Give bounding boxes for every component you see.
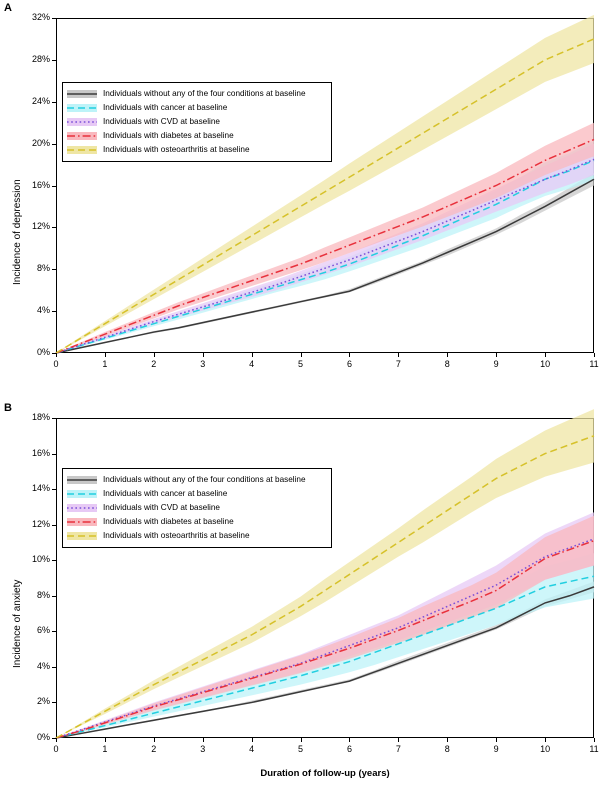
y-tick-label: 8% bbox=[36, 589, 50, 600]
x-tick-mark bbox=[56, 353, 57, 357]
x-tick-label: 5 bbox=[298, 744, 304, 754]
y-tick-label: 2% bbox=[36, 696, 50, 707]
x-tick-label: 0 bbox=[53, 744, 59, 754]
panel-a-legend bbox=[62, 82, 332, 162]
x-tick-label: 2 bbox=[151, 359, 157, 369]
x-tick-mark bbox=[203, 738, 204, 742]
x-tick-label: 6 bbox=[346, 359, 352, 369]
x-tick-mark bbox=[105, 738, 106, 742]
x-tick-mark bbox=[252, 738, 253, 742]
x-tick-mark bbox=[594, 353, 595, 357]
y-tick-mark bbox=[52, 702, 56, 703]
x-tick-mark bbox=[447, 353, 448, 357]
legend-item bbox=[67, 101, 325, 115]
x-tick-label: 5 bbox=[298, 359, 304, 369]
x-tick-mark bbox=[56, 738, 57, 742]
legend-label: Individuals with cancer at baseline bbox=[103, 103, 228, 112]
x-tick-label: 11 bbox=[589, 744, 599, 754]
y-tick-mark bbox=[52, 18, 56, 19]
y-tick-mark bbox=[52, 227, 56, 228]
x-tick-label: 7 bbox=[395, 744, 401, 754]
y-tick-label: 12% bbox=[31, 518, 50, 529]
legend-label: Individuals with osteoarthritis at baseline bbox=[103, 145, 250, 154]
legend-label: Individuals with CVD at baseline bbox=[103, 503, 220, 512]
x-tick-mark bbox=[154, 353, 155, 357]
legend-color-key bbox=[67, 489, 97, 499]
x-tick-label: 9 bbox=[493, 359, 499, 369]
legend-label: Individuals with diabetes at baseline bbox=[103, 131, 234, 140]
x-tick-mark bbox=[496, 738, 497, 742]
y-tick-label: 16% bbox=[31, 447, 50, 458]
x-tick-label: 8 bbox=[444, 359, 450, 369]
x-tick-mark bbox=[301, 738, 302, 742]
legend-item bbox=[67, 515, 325, 529]
y-tick-mark bbox=[52, 560, 56, 561]
legend-item bbox=[67, 87, 325, 101]
x-tick-label: 4 bbox=[249, 359, 255, 369]
y-tick-mark bbox=[52, 596, 56, 597]
panel-b-y-axis-label: Incidence of anxiety bbox=[12, 579, 23, 668]
panel-b-x-axis-label: Duration of follow-up (years) bbox=[260, 768, 390, 779]
y-tick-mark bbox=[52, 418, 56, 419]
x-tick-mark bbox=[154, 738, 155, 742]
y-tick-label: 10% bbox=[31, 554, 50, 565]
legend-item bbox=[67, 529, 325, 543]
panel-b bbox=[0, 400, 604, 788]
y-tick-label: 6% bbox=[36, 625, 50, 636]
x-tick-label: 6 bbox=[346, 744, 352, 754]
legend-item bbox=[67, 473, 325, 487]
x-tick-label: 7 bbox=[395, 359, 401, 369]
y-tick-label: 16% bbox=[31, 179, 50, 190]
x-tick-label: 2 bbox=[151, 744, 157, 754]
x-tick-mark bbox=[301, 353, 302, 357]
y-tick-mark bbox=[52, 186, 56, 187]
legend-color-key bbox=[67, 517, 97, 527]
y-tick-mark bbox=[52, 102, 56, 103]
x-tick-mark bbox=[203, 353, 204, 357]
y-tick-mark bbox=[52, 454, 56, 455]
y-tick-label: 20% bbox=[31, 137, 50, 148]
x-tick-mark bbox=[545, 353, 546, 357]
legend-label: Individuals without any of the four conditions at baseline bbox=[103, 475, 306, 484]
x-tick-mark bbox=[594, 738, 595, 742]
x-tick-mark bbox=[447, 738, 448, 742]
x-tick-label: 10 bbox=[540, 359, 551, 369]
y-tick-mark bbox=[52, 489, 56, 490]
x-tick-label: 8 bbox=[444, 744, 450, 754]
x-tick-label: 0 bbox=[53, 359, 59, 369]
confidence-band bbox=[56, 516, 594, 738]
y-tick-label: 28% bbox=[31, 53, 50, 64]
y-tick-mark bbox=[52, 667, 56, 668]
y-tick-mark bbox=[52, 311, 56, 312]
y-tick-label: 12% bbox=[31, 221, 50, 232]
y-tick-label: 14% bbox=[31, 483, 50, 494]
y-tick-label: 0% bbox=[36, 347, 50, 357]
legend-label: Individuals with CVD at baseline bbox=[103, 117, 220, 126]
x-tick-label: 1 bbox=[102, 744, 108, 754]
x-tick-label: 11 bbox=[589, 359, 599, 369]
y-tick-label: 18% bbox=[31, 412, 50, 422]
legend-item bbox=[67, 487, 325, 501]
y-tick-mark bbox=[52, 631, 56, 632]
legend-color-key bbox=[67, 117, 97, 127]
legend-color-key bbox=[67, 131, 97, 141]
y-tick-label: 24% bbox=[31, 95, 50, 106]
legend-color-key bbox=[67, 503, 97, 513]
legend-label: Individuals with osteoarthritis at baseline bbox=[103, 531, 250, 540]
y-tick-label: 32% bbox=[31, 12, 50, 22]
legend-color-key bbox=[67, 475, 97, 485]
y-tick-label: 4% bbox=[36, 305, 50, 316]
legend-item bbox=[67, 143, 325, 157]
panel-a-y-axis-label: Incidence of depression bbox=[12, 179, 23, 285]
x-tick-label: 9 bbox=[493, 744, 499, 754]
legend-label: Individuals with cancer at baseline bbox=[103, 489, 228, 498]
panel-b-curves bbox=[0, 400, 604, 788]
x-tick-mark bbox=[398, 353, 399, 357]
x-tick-label: 10 bbox=[540, 744, 551, 754]
legend-color-key bbox=[67, 531, 97, 541]
x-tick-label: 3 bbox=[200, 744, 206, 754]
panel-b-letter: B bbox=[4, 402, 12, 414]
y-tick-label: 8% bbox=[36, 263, 50, 274]
y-tick-mark bbox=[52, 60, 56, 61]
x-tick-mark bbox=[496, 353, 497, 357]
x-tick-mark bbox=[252, 353, 253, 357]
y-tick-mark bbox=[52, 525, 56, 526]
y-tick-label: 4% bbox=[36, 660, 50, 671]
panel-b-legend bbox=[62, 468, 332, 548]
x-tick-label: 3 bbox=[200, 359, 206, 369]
x-tick-mark bbox=[349, 738, 350, 742]
x-tick-mark bbox=[398, 738, 399, 742]
legend-item bbox=[67, 115, 325, 129]
y-tick-mark bbox=[52, 144, 56, 145]
legend-label: Individuals without any of the four conditions at baseline bbox=[103, 89, 306, 98]
x-tick-label: 4 bbox=[249, 744, 255, 754]
panel-a-letter: A bbox=[4, 2, 12, 14]
legend-color-key bbox=[67, 103, 97, 113]
x-tick-mark bbox=[349, 353, 350, 357]
x-tick-mark bbox=[545, 738, 546, 742]
y-tick-mark bbox=[52, 269, 56, 270]
legend-color-key bbox=[67, 145, 97, 155]
y-tick-label: 0% bbox=[36, 732, 50, 742]
legend-item bbox=[67, 501, 325, 515]
legend-label: Individuals with diabetes at baseline bbox=[103, 517, 234, 526]
legend-color-key bbox=[67, 89, 97, 99]
x-tick-label: 1 bbox=[102, 359, 108, 369]
legend-item bbox=[67, 129, 325, 143]
x-tick-mark bbox=[105, 353, 106, 357]
